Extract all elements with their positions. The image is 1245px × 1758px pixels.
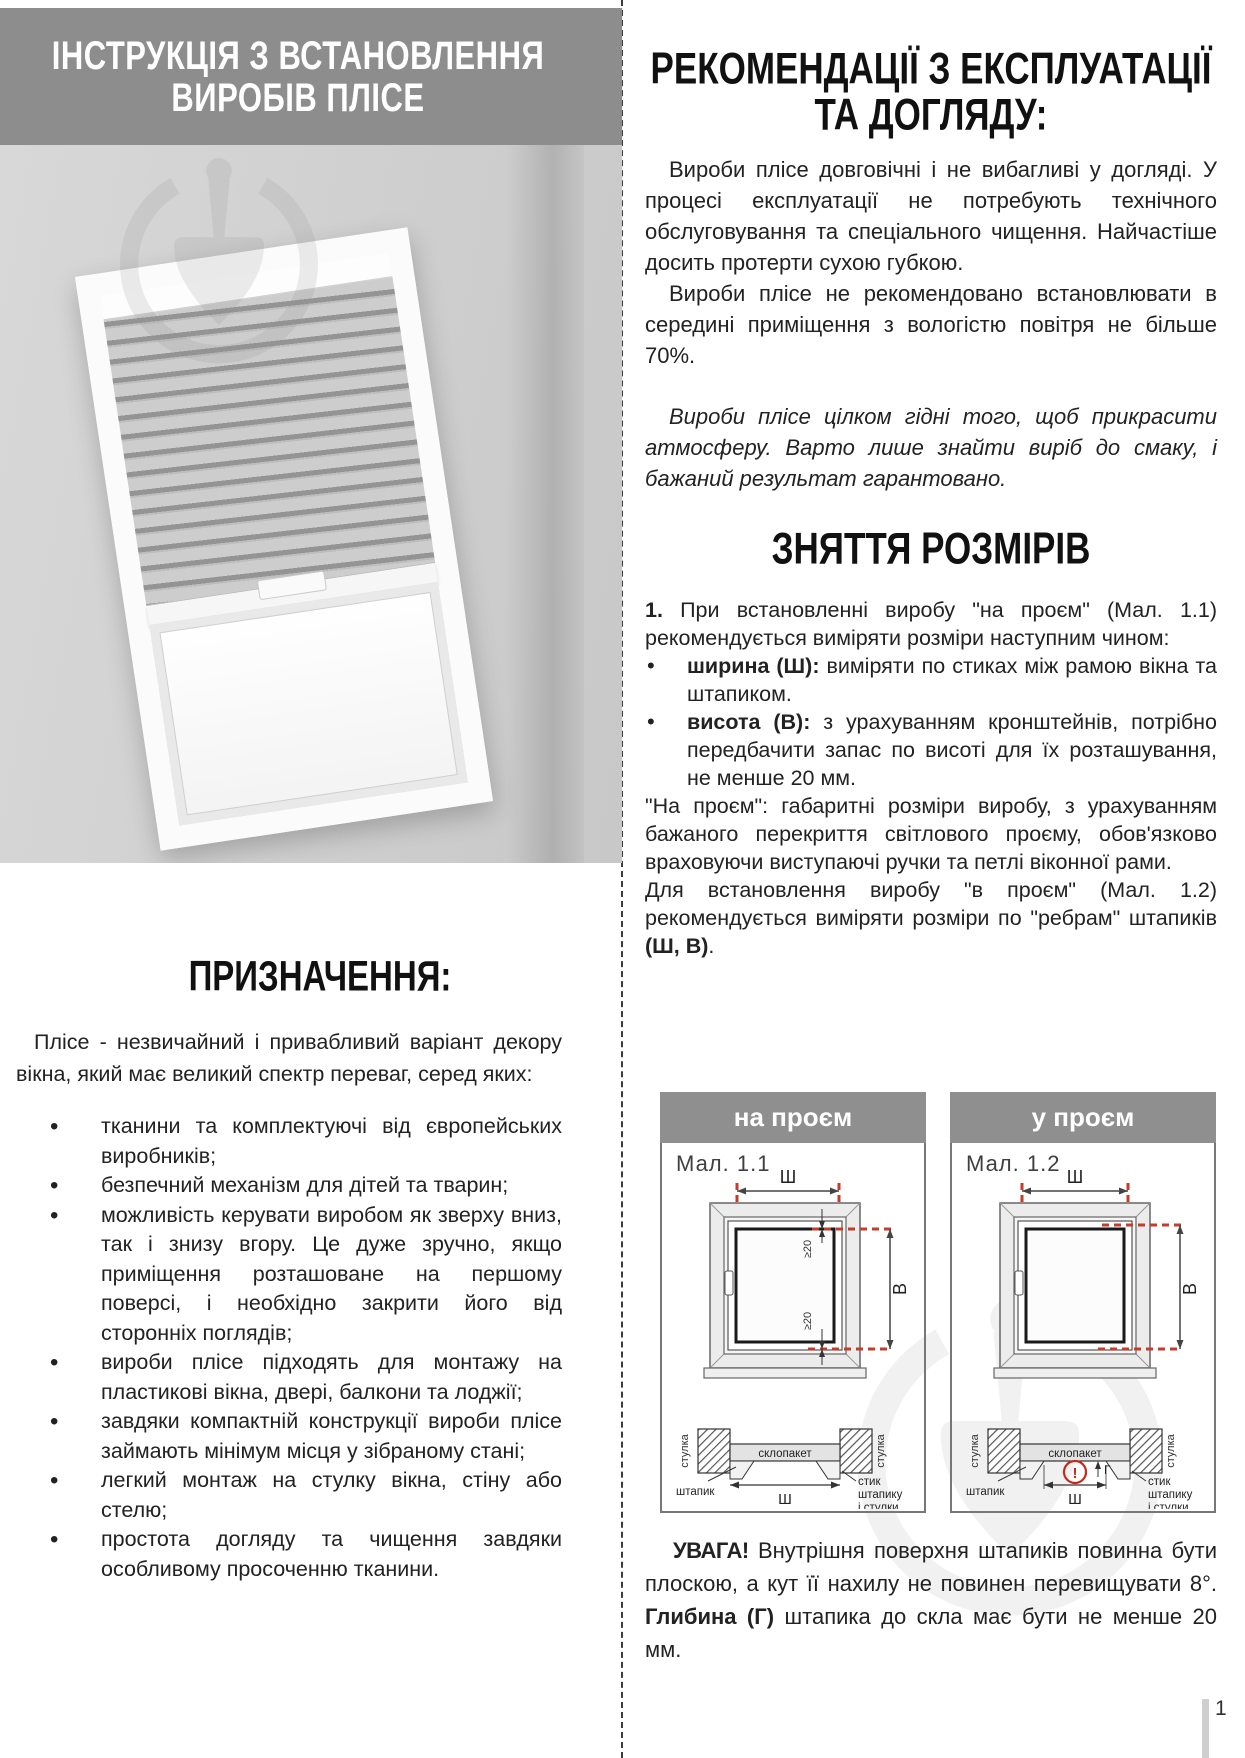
list-item: • завдяки компактній конструкції вироби плісе займають мінімум місця у зібраному стані; xyxy=(16,1407,562,1466)
window-measure-diagram xyxy=(952,1143,1214,1509)
page-title-line2: ВИРОБІВ ПЛІСЕ xyxy=(171,74,425,120)
list-item-height: • висота (В): з урахуванням кронштейнів, потрібно передбачити запас по висоті для їх розташування, не менше 20 мм. xyxy=(645,708,1217,792)
list-item: • вироби плісе підходять для монтажу на пластикові вікна, двері, балкони та лоджії; xyxy=(16,1348,562,1407)
brand-watermark-icon xyxy=(112,147,326,383)
figure-in-opening xyxy=(950,1092,1216,1513)
sizing-in-opening: Для встановлення виробу "в проєм" (Мал. 1.2) рекомендується виміряти розміри по "ребрам" штапиків (Ш, В). xyxy=(645,878,1217,958)
svg-text:≥20: ≥20 xyxy=(802,1239,814,1259)
care-paragraph-1: Вироби плісе довговічні і не вибагливі у догляді. У процесі експлуатації не потребують технічного обслуговування та спеціального чищення. Найчастіше досить протерти сухою губкою. xyxy=(645,157,1217,275)
figure-drawing xyxy=(660,1143,926,1513)
svg-text:Ш: Ш xyxy=(779,1167,797,1187)
care-paragraph-3: Вироби плісе цілком гідні того, щоб прикрасити атмосферу. Варто лише знайти виріб до смаку, і бажаний результат гарантовано. xyxy=(645,404,1217,491)
purpose-bullet-list xyxy=(16,1112,562,1584)
figure-header: на проєм xyxy=(660,1092,926,1143)
svg-text:Мал. 1.1: Мал. 1.1 xyxy=(676,1151,771,1176)
figure-drawing xyxy=(950,1143,1216,1513)
svg-text:стулка: стулка xyxy=(875,1434,887,1468)
svg-text:В: В xyxy=(1180,1282,1200,1296)
sizing-heading: ЗНЯТТЯ РОЗМІРІВ xyxy=(771,523,1091,574)
purpose-text xyxy=(16,1026,562,1584)
attention-note: УВАГА! Внутрішня поверхня штапиків повинна бути плоскою, а кут її нахилу не повинен перевищувати 8°. Глибина (Г) штапика до скла має бути не менше 20 мм. xyxy=(645,1538,1218,1662)
list-item: • легкий монтаж на стулку вікна, стіну або стелю; xyxy=(16,1466,562,1525)
list-item: • тканини та комплектуючі від європейських виробників; xyxy=(16,1112,562,1171)
left-header-banner xyxy=(0,8,622,145)
page-number: 1 xyxy=(1215,1697,1227,1720)
svg-text:стик: стик xyxy=(858,1476,881,1488)
svg-text:стулка: стулка xyxy=(679,1434,691,1468)
figure-header: у проєм xyxy=(950,1092,1216,1143)
svg-text:Мал. 1.2: Мал. 1.2 xyxy=(966,1151,1061,1176)
svg-text:Ш: Ш xyxy=(778,1491,792,1508)
svg-text:штапик: штапик xyxy=(966,1486,1005,1498)
attention-label: УВАГА! xyxy=(673,1538,749,1563)
svg-text:і стулки: і стулки xyxy=(858,1502,899,1509)
svg-text:Г: Г xyxy=(1104,1463,1111,1477)
sizing-step1: 1. При встановленні виробу "на проєм" (Мал. 1.1) рекомендується виміряти розміри наступним чином: xyxy=(645,598,1217,650)
wall-corner-shading xyxy=(506,145,584,863)
care-text xyxy=(645,154,1217,494)
right-column xyxy=(645,40,1217,960)
svg-text:штапику: штапику xyxy=(858,1489,903,1501)
list-item: • можливість керувати виробом як зверху вниз, так і знизу вгору. Це дуже зручно, якщо приміщення розташоване на першому поверсі, і необхідно закрити його від сторонніх поглядів; xyxy=(16,1201,562,1349)
svg-text:В: В xyxy=(890,1282,910,1296)
list-item: • простота догляду та чищення завдяки особливому просоченню тканини. xyxy=(16,1525,562,1584)
svg-text:!: ! xyxy=(1072,1465,1078,1482)
page-title-line1: ІНСТРУКЦІЯ З ВСТАНОВЛЕННЯ xyxy=(51,32,545,78)
purpose-intro: Плісе - незвичайний і привабливий варіант декору вікна, який має великий спектр переваг, серед яких: xyxy=(16,1030,562,1086)
svg-text:стулка: стулка xyxy=(969,1434,981,1468)
svg-text:стулка: стулка xyxy=(1165,1434,1177,1468)
page-number-bar xyxy=(1202,1699,1209,1758)
list-item-width: • ширина (Ш): виміряти по стиках між рамою вікна та штапиком. xyxy=(645,652,1217,708)
purpose-heading: ПРИЗНАЧЕННЯ: xyxy=(188,952,452,1000)
care-heading: РЕКОМЕНДАЦІЇ З ЕКСПЛУАТАЦІЇ ТА ДОГЛЯДУ: xyxy=(650,43,1212,140)
sizing-on-opening: "На проєм": габаритні розміри виробу, з урахуванням бажаного перекриття світлового проєму, обов'язково враховуючи виступаючі ручки та петлі віконної рами. xyxy=(645,794,1217,874)
window-measure-diagram xyxy=(662,1143,924,1509)
svg-text:стик: стик xyxy=(1148,1476,1171,1488)
svg-text:склопакет: склопакет xyxy=(1048,1448,1102,1460)
svg-text:і стулки: і стулки xyxy=(1148,1502,1189,1509)
figure-on-opening xyxy=(660,1092,926,1513)
blind-photo xyxy=(0,145,622,863)
sizing-bullet-list xyxy=(645,652,1217,792)
svg-text:штапику: штапику xyxy=(1148,1489,1193,1501)
svg-text:склопакет: склопакет xyxy=(758,1448,812,1460)
svg-text:Ш: Ш xyxy=(1068,1491,1082,1508)
step-number: 1. xyxy=(645,598,663,622)
window-glass xyxy=(149,582,468,826)
list-item: • безпечний механізм для дітей та тварин; xyxy=(16,1171,562,1201)
sizing-text xyxy=(645,596,1217,960)
svg-text:штапик: штапик xyxy=(676,1486,715,1498)
care-paragraph-2: Вироби плісе не рекомендовано встановлювати в середині приміщення з вологістю повітря не більше 70%. xyxy=(645,281,1217,368)
svg-text:≥20: ≥20 xyxy=(802,1311,814,1331)
svg-text:Ш: Ш xyxy=(1066,1167,1084,1187)
